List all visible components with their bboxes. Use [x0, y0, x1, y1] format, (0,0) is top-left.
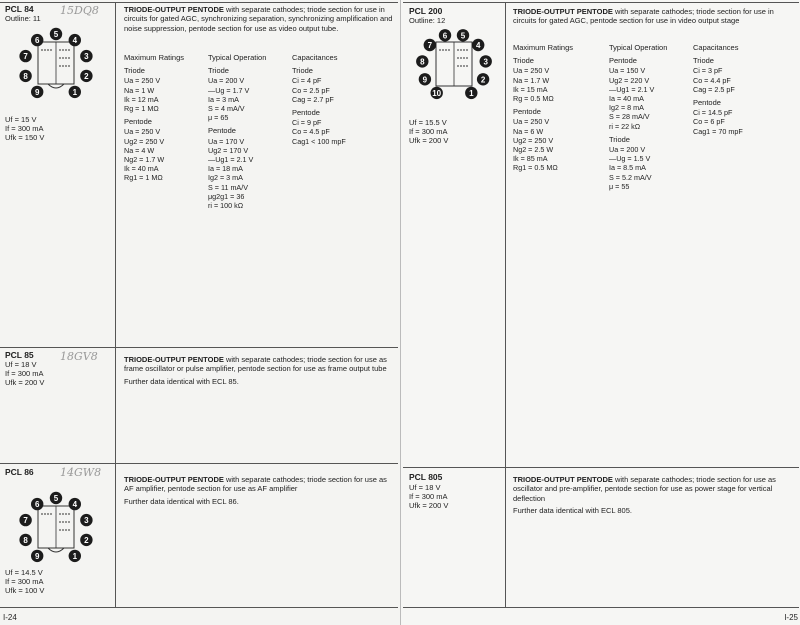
capacitance-row: Cag = 2.7 pF — [292, 94, 334, 104]
subheading-pentode: Pentode — [208, 126, 236, 136]
typical-row: ri = 22 kΩ — [609, 121, 641, 131]
electrical-pcl84 — [5, 115, 44, 142]
pin-label: 7 — [23, 516, 28, 526]
typical-row: S = 11 mA/V — [208, 182, 249, 192]
rating-row: Rg = 1 MΩ — [124, 104, 159, 114]
pin-label: 6 — [442, 31, 448, 41]
pin-6 — [31, 34, 43, 46]
typical-row: Ia = 40 mA — [609, 94, 644, 104]
heater-voltage: Uf = 18 V — [409, 483, 441, 492]
subheading-pentode: Pentode — [513, 107, 541, 117]
handwritten-note: 15DQ8 — [60, 4, 99, 17]
pin-2 — [80, 534, 92, 546]
pin-label: 4 — [72, 500, 78, 510]
section-rule — [0, 347, 398, 348]
pin-7 — [19, 50, 31, 62]
typical-row: μg2g1 = 36 — [208, 191, 245, 201]
typical-operation-pcl84 — [208, 53, 288, 210]
typical-row: S = 5.2 mA/V — [609, 172, 652, 182]
rating-row: Ua = 250 V — [513, 66, 550, 76]
typical-row: Ua = 200 V — [609, 145, 646, 155]
description-pcl200 — [513, 7, 793, 26]
pin-label: 8 — [420, 57, 425, 67]
heater-current: If = 300 mA — [5, 124, 44, 133]
capacitances-pcl200 — [693, 43, 793, 136]
capacitance-row: Cag1 = 70 mpF — [693, 126, 743, 136]
pin-label: 1 — [72, 551, 78, 561]
pin-label: 5 — [53, 30, 59, 39]
top-rule — [403, 2, 799, 3]
pin-label: 9 — [422, 75, 428, 85]
pin-label: 8 — [23, 71, 28, 81]
column-heading: Capacitances — [693, 43, 739, 52]
pin-label: 10 — [432, 88, 442, 98]
subheading-pentode: Pentode — [693, 98, 721, 108]
rating-row: Rg1 = 0.5 MΩ — [513, 163, 558, 173]
pin-6 — [31, 498, 43, 510]
subheading-pentode: Pentode — [609, 56, 637, 66]
pin-label: 2 — [480, 75, 486, 85]
typical-operation-pcl200 — [609, 43, 693, 191]
typical-row: Ug2 = 220 V — [609, 75, 650, 85]
description-pcl84 — [124, 5, 394, 33]
pin-label: 5 — [53, 494, 59, 503]
further-data-note: Further data identical with ECL 805. — [513, 505, 632, 515]
heater-voltage: Uf = 18 V — [5, 360, 37, 369]
rating-row: Na = 4 W — [124, 145, 155, 155]
pin-8 — [416, 55, 428, 67]
pin-3 — [80, 514, 92, 526]
description-title: TRIODE-OUTPUT PENTODE — [513, 7, 613, 16]
subheading-triode: Triode — [124, 66, 145, 76]
rating-row: Ik = 85 mA — [513, 154, 548, 164]
bottom-rule — [403, 607, 799, 608]
description-title: TRIODE-OUTPUT PENTODE — [124, 355, 224, 364]
pin-3 — [480, 55, 492, 67]
subheading-triode: Triode — [693, 56, 714, 66]
typical-row: Ig2 = 3 mA — [208, 173, 243, 183]
pin-4 — [69, 498, 81, 510]
electrical-pcl85 — [5, 360, 44, 387]
pin-label: 3 — [84, 52, 89, 62]
outline-label: Outline: 11 — [5, 14, 41, 23]
pin-9 — [31, 550, 43, 562]
heater-current: If = 300 mA — [5, 577, 44, 586]
electrical-pcl86 — [5, 568, 44, 595]
pin-label: 2 — [84, 535, 89, 545]
tube-name-pcl200: PCL 200 — [409, 6, 443, 16]
right-page — [400, 0, 800, 625]
top-rule — [0, 2, 398, 3]
tube-name-pcl86: PCL 86 — [5, 467, 34, 477]
typical-row: Ia = 8.5 mA — [609, 163, 646, 173]
capacitance-row: Ci = 9 pF — [292, 118, 322, 128]
further-data-note: Further data identical with ECL 86. — [124, 496, 239, 506]
description-title: TRIODE-OUTPUT PENTODE — [124, 5, 224, 14]
description-title: TRIODE-OUTPUT PENTODE — [513, 475, 613, 484]
pin-6 — [439, 29, 451, 41]
rating-row: Ug2 = 250 V — [124, 136, 165, 146]
pin-label: 9 — [34, 551, 40, 561]
typical-row: S = 4 mA/V — [208, 104, 245, 114]
capacitance-row: Co = 4.4 pF — [693, 75, 731, 85]
description-pcl805 — [513, 475, 793, 515]
capacitance-row: Co = 4.5 pF — [292, 127, 330, 137]
subheading-triode: Triode — [208, 66, 229, 76]
rating-row: Ua = 250 V — [124, 127, 161, 137]
pin-label: 1 — [469, 88, 474, 98]
description-title: TRIODE-OUTPUT PENTODE — [124, 475, 224, 484]
heater-voltage: Uf = 14.5 V — [5, 568, 43, 577]
typical-row: Ia = 18 mA — [208, 164, 243, 174]
typical-row: —Ug1 = 2.1 V — [208, 155, 254, 165]
pin-8 — [19, 70, 31, 82]
handwritten-note: 18GV8 — [60, 350, 98, 363]
pin-label: 7 — [23, 52, 28, 62]
pin-label: 7 — [427, 41, 433, 50]
pin-8 — [19, 534, 31, 546]
tube-name-pcl84: PCL 84 — [5, 4, 34, 14]
description-text: with separate cathodes; triode section for use as oscillator and pre-amplifier, pentode section for use as power stage for vertical deflection — [513, 475, 776, 503]
handwritten-note: 14GW8 — [60, 466, 102, 479]
rating-row: Ik = 12 mA — [124, 94, 159, 104]
section-rule — [403, 467, 799, 468]
column-heading: Maximum Ratings — [124, 53, 185, 62]
pin-5 — [50, 28, 62, 40]
typical-row: —Ug = 1.5 V — [609, 154, 651, 164]
rating-row: Rg1 = 1 MΩ — [124, 173, 163, 183]
capacitance-row: Co = 2.5 pF — [292, 85, 330, 95]
column-heading: Typical Operation — [208, 53, 267, 62]
pin-label: 5 — [460, 31, 466, 41]
pin-1 — [69, 550, 81, 562]
heater-voltage: Uf = 15 V — [5, 115, 37, 124]
rating-row: Na = 1.7 W — [513, 75, 550, 85]
rating-row: Ng2 = 2.5 W — [513, 145, 554, 155]
capacitances-pcl84 — [292, 53, 392, 146]
pin-label: 8 — [23, 535, 28, 545]
pin-label: 6 — [34, 36, 40, 46]
tube-name-pcl805: PCL 805 — [409, 472, 443, 482]
typical-row: —Ug = 1.7 V — [208, 85, 250, 95]
bottom-rule — [0, 607, 398, 608]
description-text: with separate cathodes; triode section for use as frame oscillator or pulse amplifier, pentode section for use as frame output tube — [124, 355, 387, 374]
pin-1 — [69, 86, 81, 98]
rating-row: Rg = 0.5 MΩ — [513, 94, 554, 104]
pin-10 — [431, 87, 443, 99]
pin-label: 9 — [34, 87, 40, 97]
capacitance-row: Cag = 2.5 pF — [693, 84, 735, 94]
capacitance-row: Co = 6 pF — [693, 117, 725, 127]
pin-label: 3 — [483, 57, 488, 67]
pin-5 — [50, 492, 62, 504]
column-heading: Capacitances — [292, 53, 338, 62]
description-pcl86 — [124, 475, 394, 506]
rating-row: Ua = 250 V — [124, 76, 161, 86]
pin-1 — [465, 87, 477, 99]
tube-name-pcl85: PCL 85 — [5, 350, 34, 360]
heater-cathode-voltage: Ufk = 200 V — [5, 378, 45, 387]
pin-label: 3 — [84, 516, 89, 526]
subheading-triode: Triode — [513, 56, 534, 66]
heater-current: If = 300 mA — [409, 492, 448, 501]
pin-2 — [80, 70, 92, 82]
heater-cathode-voltage: Ufk = 150 V — [5, 133, 45, 142]
pin-label: 2 — [84, 71, 89, 81]
pin-2 — [477, 73, 489, 85]
pin-label: 6 — [34, 500, 40, 510]
rating-row: Na = 1 W — [124, 85, 155, 95]
electrical-pcl200 — [409, 118, 448, 145]
heater-current: If = 300 mA — [409, 127, 448, 136]
rating-row: Ug2 = 250 V — [513, 135, 554, 145]
subheading-triode: Triode — [609, 134, 630, 144]
typical-row: μ = 55 — [609, 181, 630, 191]
description-text: with separate cathodes; triode section for use as AF amplifier, pentode section for use as AF amplifier — [124, 475, 387, 494]
pin-4 — [472, 39, 484, 51]
rating-row: Na = 6 W — [513, 126, 544, 136]
page-number: I-24 — [3, 613, 17, 622]
typical-row: Ia = 3 mA — [208, 94, 239, 104]
pin-3 — [80, 50, 92, 62]
heater-cathode-voltage: Ufk = 200 V — [409, 136, 449, 145]
max-ratings-pcl200 — [513, 43, 597, 173]
pin-label: 4 — [72, 36, 78, 46]
rating-row: Ik = 40 mA — [124, 164, 159, 174]
pin-diagram-pcl200 — [409, 26, 499, 108]
pin-diagram-pcl84 — [8, 26, 104, 106]
heater-voltage: Uf = 15.5 V — [409, 118, 447, 127]
section-rule — [0, 463, 398, 464]
rating-row: Ng2 = 1.7 W — [124, 155, 165, 165]
max-ratings-pcl84 — [124, 53, 204, 183]
column-heading: Typical Operation — [609, 43, 668, 52]
heater-cathode-voltage: Ufk = 200 V — [409, 501, 449, 510]
capacitance-row: Ci = 4 pF — [292, 76, 322, 86]
description-pcl85 — [124, 355, 394, 386]
description-text: with separate cathodes; triode section for use in circuits for gated AGC, synchronizing separation, synchronizing amplification and noise suppression, pentode section for use as video output tube. — [124, 5, 393, 33]
heater-current: If = 300 mA — [5, 369, 44, 378]
column-divider — [115, 2, 116, 607]
typical-row: Ua = 150 V — [609, 66, 646, 76]
typical-row: μ = 65 — [208, 113, 229, 123]
pin-9 — [419, 73, 431, 85]
description-text: with separate cathodes; triode section for use in circuits for gated AGC, pentode section for use in video output stage — [513, 7, 774, 26]
electrical-pcl805 — [409, 483, 448, 510]
column-heading: Maximum Ratings — [513, 43, 574, 52]
typical-row: ri = 100 kΩ — [208, 201, 244, 211]
column-divider — [505, 2, 506, 607]
pin-7 — [19, 514, 31, 526]
outline-label: Outline: 12 — [409, 16, 446, 25]
pin-diagram-pcl86 — [8, 490, 104, 570]
rating-row: Ua = 250 V — [513, 117, 550, 127]
capacitance-row: Cag1 < 100 mpF — [292, 136, 346, 146]
typical-row: Ua = 200 V — [208, 76, 245, 86]
capacitance-row: Ci = 3 pF — [693, 66, 723, 76]
subheading-pentode: Pentode — [292, 108, 320, 118]
typical-row: —Ug1 = 2.1 V — [609, 84, 655, 94]
capacitance-row: Ci = 14.5 pF — [693, 108, 733, 118]
typical-row: Ua = 170 V — [208, 136, 245, 146]
further-data-note: Further data identical with ECL 85. — [124, 376, 239, 386]
pin-5 — [457, 29, 469, 41]
typical-row: Ug2 = 170 V — [208, 145, 249, 155]
page-number: I-25 — [784, 613, 798, 622]
rating-row: Ik = 15 mA — [513, 84, 548, 94]
typical-row: Ig2 = 8 mA — [609, 103, 644, 113]
pin-label: 1 — [72, 87, 78, 97]
pin-4 — [69, 34, 81, 46]
heater-cathode-voltage: Ufk = 100 V — [5, 586, 45, 595]
subheading-pentode: Pentode — [124, 117, 152, 127]
pin-label: 4 — [475, 41, 481, 50]
pin-9 — [31, 86, 43, 98]
pin-7 — [424, 39, 436, 51]
subheading-triode: Triode — [292, 66, 313, 76]
typical-row: S = 28 mA/V — [609, 112, 650, 122]
